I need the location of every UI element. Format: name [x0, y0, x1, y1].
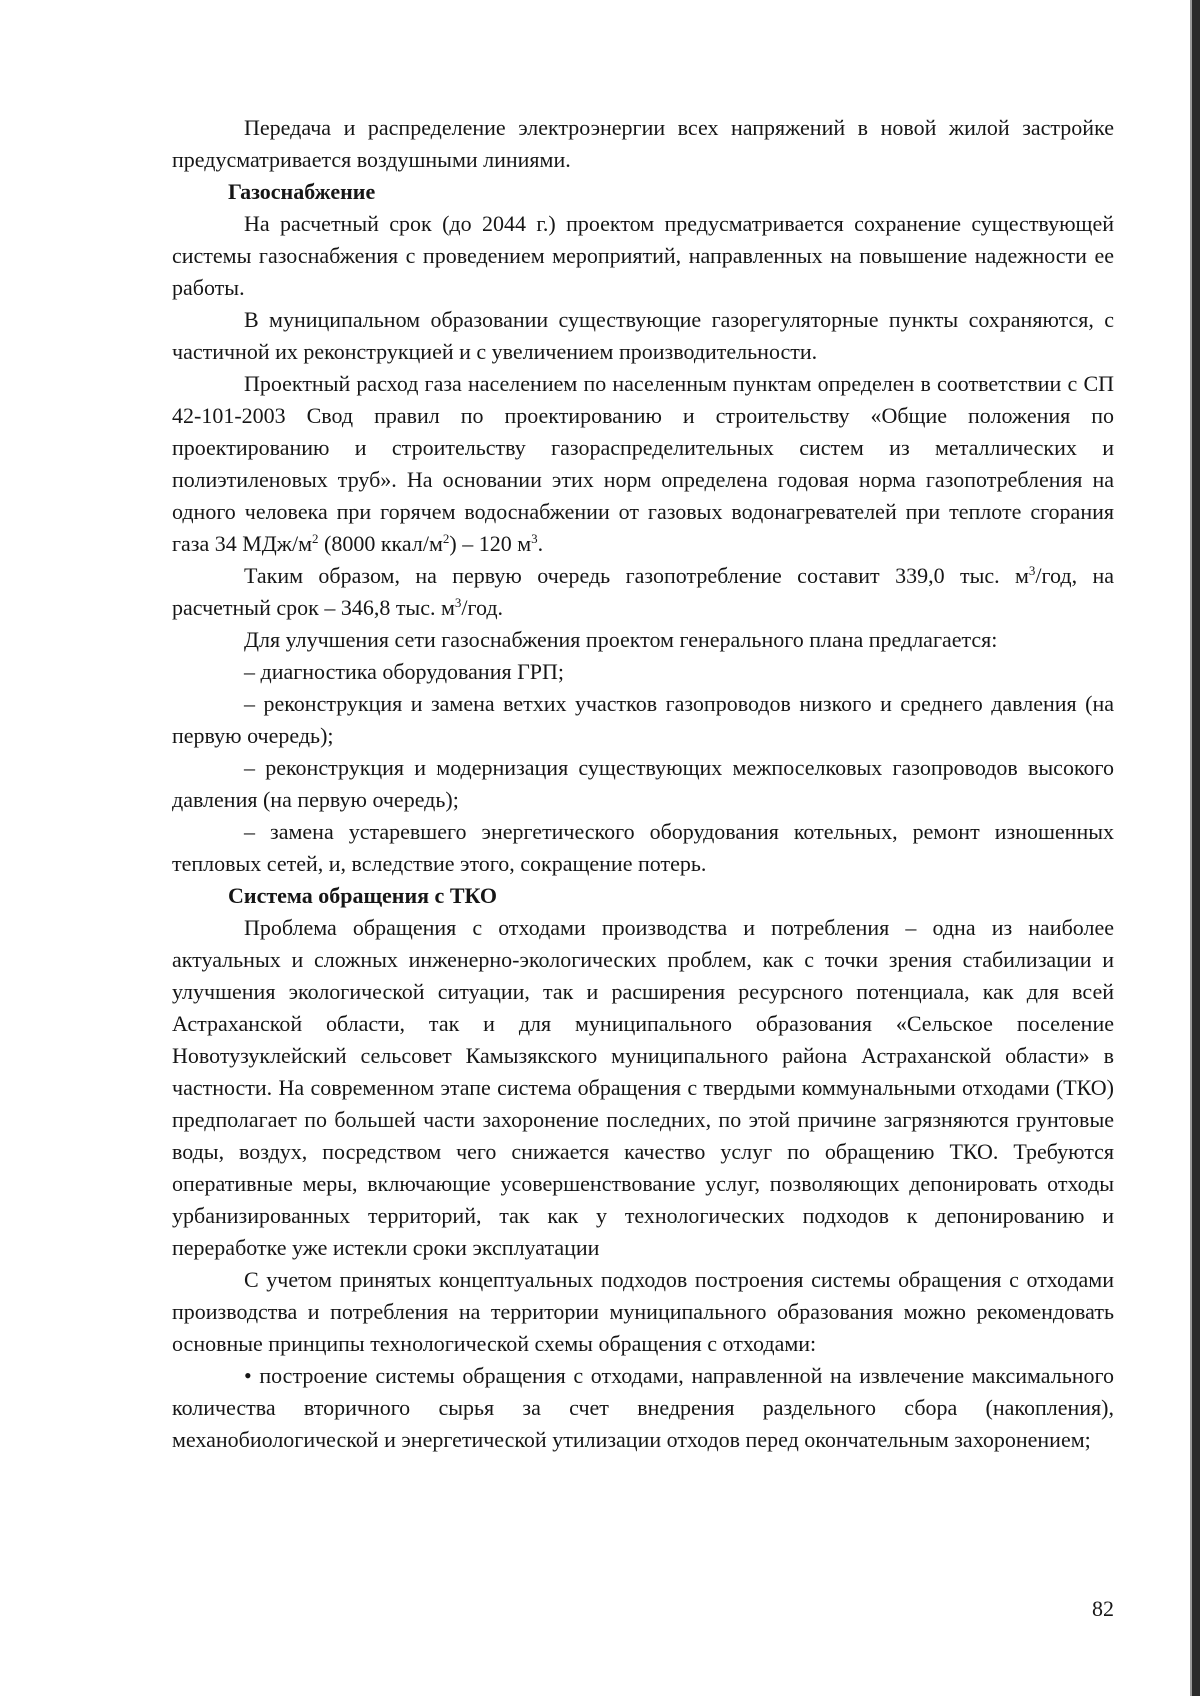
superscript: 2 — [442, 531, 450, 546]
heading-waste-system: Система обращения с ТКО — [228, 883, 498, 908]
paragraph-gas-totals — [172, 560, 1114, 624]
superscript: 2 — [312, 531, 319, 546]
document-body — [172, 112, 1114, 1456]
list-item: – замена устаревшего энергетического оборудования котельных, ремонт изношенных тепловых сетей, и, вследствие этого, сокращение потерь. — [172, 819, 1114, 876]
page-number: 82 — [1092, 1596, 1114, 1621]
page-edge — [1192, 0, 1200, 1696]
paragraph-gas-improvements: Для улучшения сети газоснабжения проектом генерального плана предлагается: — [244, 627, 998, 652]
superscript: 3 — [454, 595, 462, 610]
superscript: 3 — [1028, 563, 1036, 578]
norm-text-mid: (8000 ккал/м — [318, 531, 443, 556]
superscript: 3 — [531, 531, 538, 546]
list-item: – реконструкция и модернизация существующих межпоселковых газопроводов высокого давления (на первую очередь); — [172, 755, 1114, 812]
heading-gas-supply: Газоснабжение — [228, 179, 376, 204]
list-item: – реконструкция и замена ветхих участков газопроводов низкого и среднего давления (на первую очередь); — [172, 691, 1114, 748]
paragraph-waste-principles: С учетом принятых концептуальных подходов построения системы обращения с отходами производства и потребления на территории муниципального образования можно рекомендовать основные принципы технологической схемы обращения с отходами: — [172, 1267, 1114, 1356]
totals-text-c: /год. — [461, 595, 504, 620]
paragraph-gas-plan: На расчетный срок (до 2044 г.) проектом предусматривается сохранение существующей системы газоснабжения с проведением мероприятий, направленных на повышение надежности ее работы. — [172, 211, 1114, 300]
paragraph-waste-problem: Проблема обращения с отходами производства и потребления – одна из наиболее актуальных и сложных инженерно-экологических проблем, как с точки зрения стабилизации и улучшения экологической ситуации, так и расширения ресурсного потенциала, как для всей Астраханской области, так и для муниципального образования «Сельское поселение Новотузуклейский сельсовет Камызякского муниципального района Астраханской области» в частности. На современном этапе система обращения с твердыми коммунальными отходами (ТКО) предполагает по большей части захоронение последних, по этой причине загрязняются грунтовые воды, воздух, посредством чего снижается качество услуг по обращению ТКО. Требуются оперативные меры, включающие усовершенствование услуг, позволяющих депонировать отходы урбанизированных территорий, так как у технологических подходов к депонированию и переработке уже истекли сроки эксплуатации — [172, 915, 1114, 1260]
norm-text-end: . — [537, 531, 544, 556]
paragraph-power-lines: Передача и распределение электроэнергии всех напряжений в новой жилой застройке предусматривается воздушными линиями. — [172, 115, 1114, 172]
norm-text: Проектный расход газа населением по населенным пунктам определен в соответствии с СП 42-101-2003 Свод правил по проектированию и строительству «Общие положения по проектированию и строительству газораспределительных систем из металлических и полиэтиленовых труб». На основании этих норм определена годовая норма газопотребления на одного человека при горячем водоснабжении от газовых водонагревателей при теплоте сгорания газа 34 МДж/м — [172, 371, 1114, 556]
totals-text-b: /год, на расчетный срок – 346,8 тыс. м — [172, 563, 1114, 620]
list-item: – диагностика оборудования ГРП; — [244, 659, 565, 684]
norm-text-mid2: ) – 120 м — [449, 531, 532, 556]
paragraph-gas-consumption-norm — [172, 368, 1114, 560]
totals-text-a: Таким образом, на первую очередь газопотребление составит 339,0 тыс. м — [244, 563, 1029, 588]
paragraph-gas-regulators: В муниципальном образовании существующие газорегуляторные пункты сохраняются, с частичной их реконструкцией и с увеличением производительности. — [172, 307, 1114, 364]
bullet-item: • построение системы обращения с отходами, направленной на извлечение максимального количества вторичного сырья за счет внедрения раздельного сбора (накопления), механобиологической и энергетической утилизации отходов перед окончательным захоронением; — [172, 1363, 1114, 1452]
